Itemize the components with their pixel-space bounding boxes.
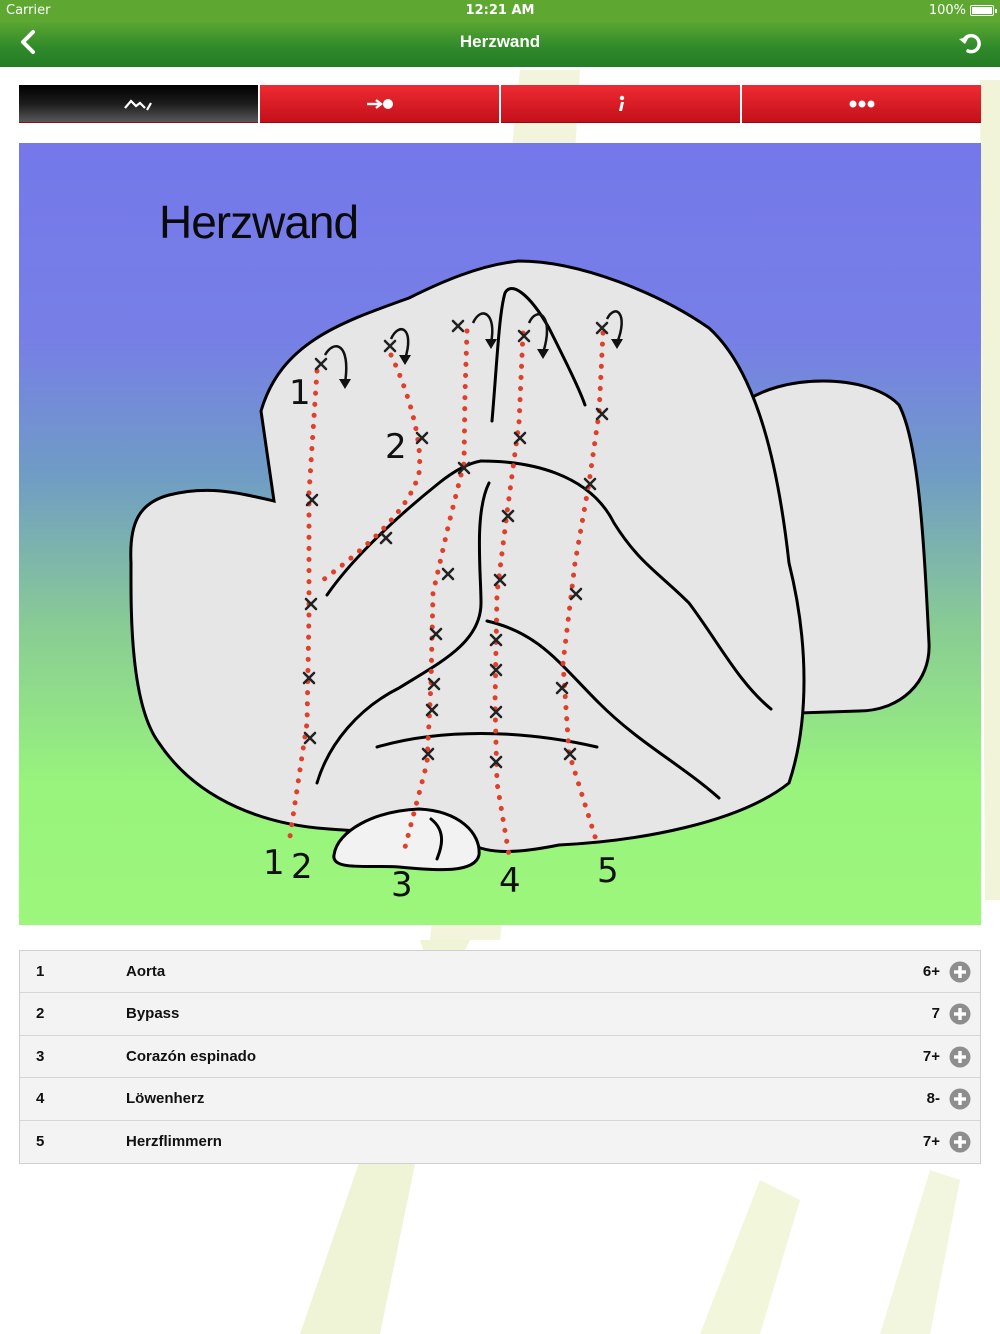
add-circle-icon[interactable]: [949, 1046, 971, 1068]
route-grade: 8-: [926, 1090, 940, 1108]
route-name: Löwenherz: [126, 1090, 205, 1108]
route-number: 4: [36, 1090, 45, 1108]
route-row[interactable]: [20, 1121, 980, 1163]
route-list: [19, 950, 981, 1164]
info-icon: [611, 94, 631, 114]
route-number: 1: [36, 963, 45, 980]
add-circle-icon[interactable]: [949, 1131, 971, 1153]
tab-info[interactable]: [501, 85, 740, 123]
add-circle-icon[interactable]: [949, 961, 971, 983]
tab-more[interactable]: [742, 85, 981, 123]
topo-title: Herzwand: [159, 196, 359, 248]
topo-start-label-5: 5: [597, 851, 619, 891]
topo-start-label-3: 3: [391, 865, 413, 905]
topo-start-label-2: 2: [291, 847, 313, 887]
page-title: Herzwand: [459, 32, 541, 51]
more-icon: [848, 98, 876, 110]
topo-route-label-2: 2: [385, 427, 407, 467]
route-name: Herzflimmern: [126, 1132, 222, 1150]
status-bar: [0, 0, 1000, 20]
topo-icon: [123, 94, 155, 114]
route-grade: 6+: [922, 963, 940, 980]
route-number: 2: [36, 1005, 45, 1023]
route-name: Corazón espinado: [126, 1047, 257, 1065]
route-number: 3: [36, 1047, 45, 1065]
refresh-icon[interactable]: [956, 28, 986, 58]
status-time: 12:21 AM: [465, 3, 535, 18]
route-name: Aorta: [126, 963, 166, 980]
route-row[interactable]: [20, 1036, 980, 1078]
approach-icon: [364, 94, 396, 114]
carrier-label: Carrier: [6, 3, 51, 18]
add-circle-icon[interactable]: [949, 1088, 971, 1110]
route-grade: 7: [931, 1005, 940, 1023]
topo-start-label-4: 4: [499, 861, 521, 901]
route-name: Bypass: [126, 1005, 180, 1023]
add-circle-icon[interactable]: [949, 1003, 971, 1025]
route-row[interactable]: [20, 1078, 980, 1120]
route-row[interactable]: [20, 951, 980, 993]
tab-approach[interactable]: [260, 85, 499, 123]
topo-route-label-1: 1: [289, 373, 311, 413]
navigation-bar: [0, 20, 1000, 67]
topo-image: [19, 143, 981, 925]
topo-drawing: [19, 143, 981, 925]
battery-percent: 100%: [928, 3, 966, 18]
battery-icon: [970, 5, 994, 16]
route-grade: 7+: [922, 1047, 940, 1065]
topo-start-label-1: 1: [263, 843, 285, 883]
tab-bar: [19, 85, 981, 123]
route-row[interactable]: [20, 993, 980, 1035]
tab-topo[interactable]: [19, 85, 258, 123]
route-grade: 7+: [922, 1132, 940, 1150]
route-number: 5: [36, 1132, 45, 1150]
